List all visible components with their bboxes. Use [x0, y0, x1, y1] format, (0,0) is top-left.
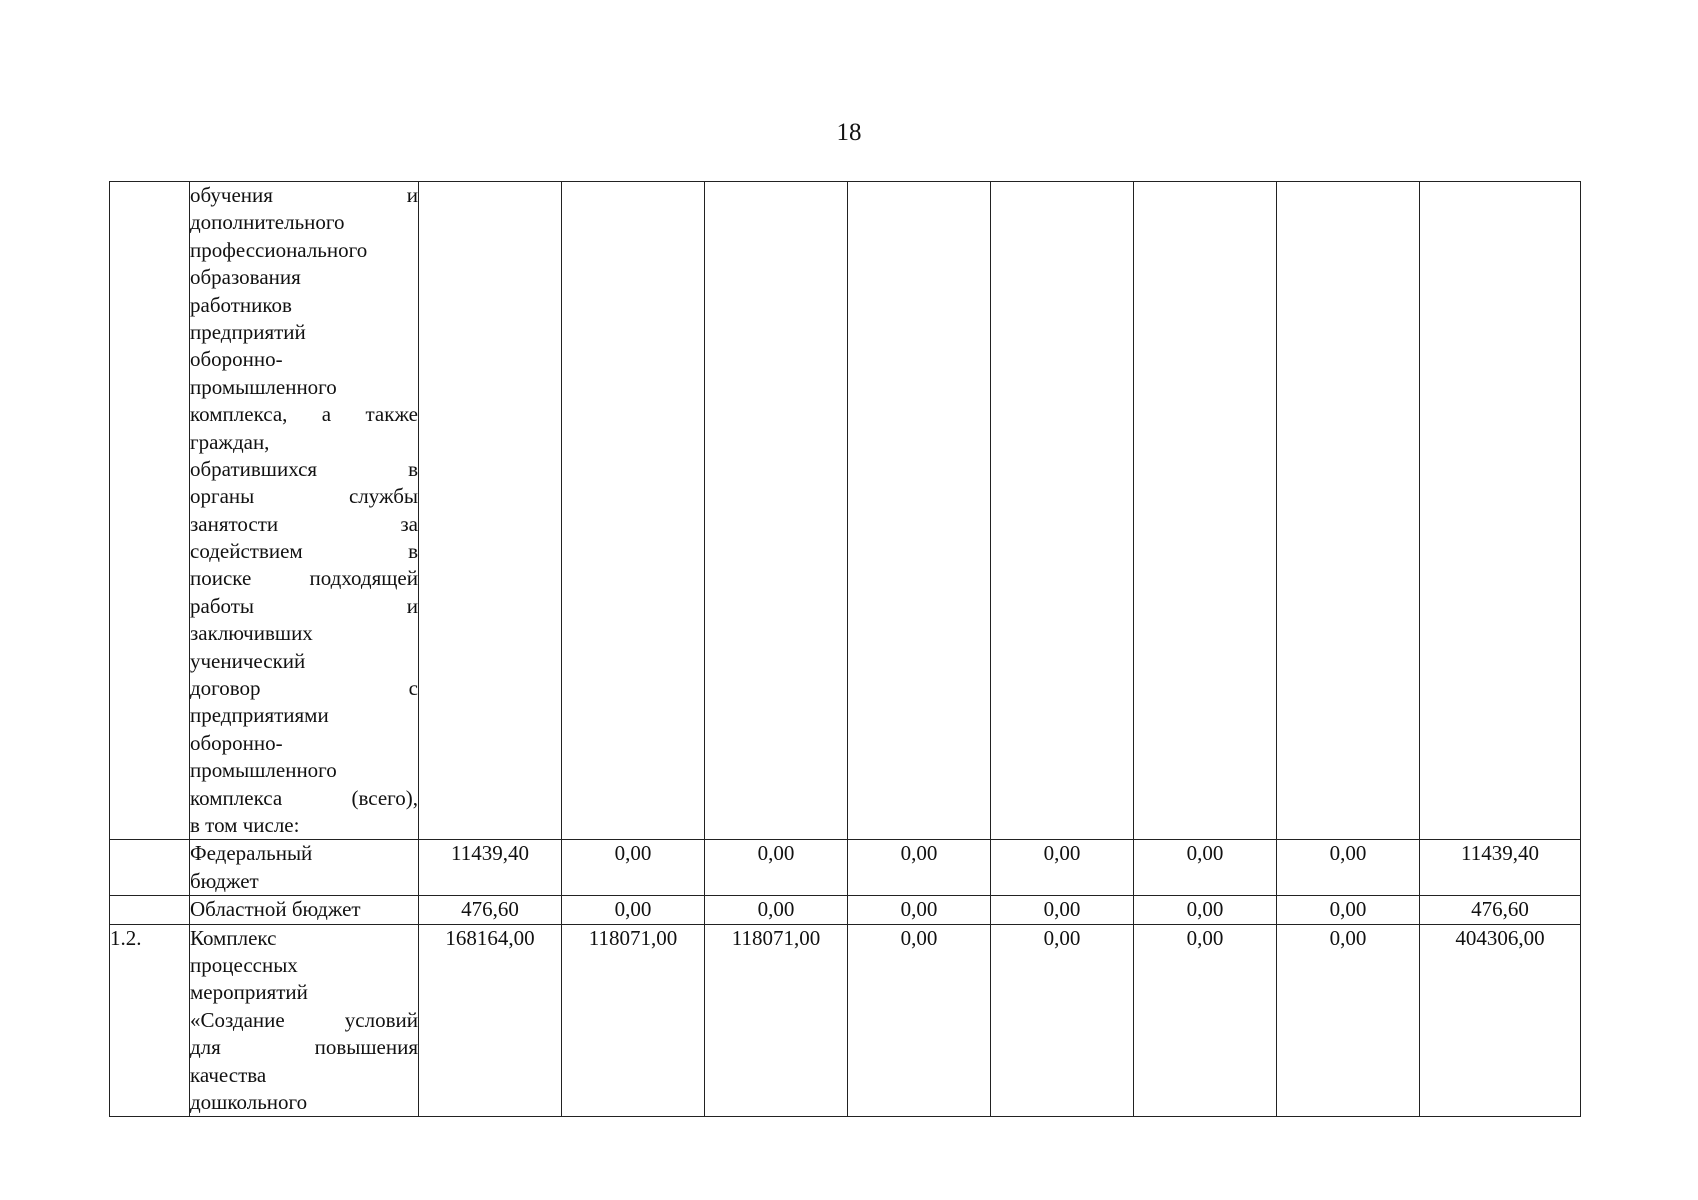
name-word: в [408, 539, 418, 564]
name-word: обратившихся [190, 456, 318, 481]
name-word: занятости [190, 511, 279, 536]
value-cell: 0,00 [705, 840, 848, 896]
name-line [190, 896, 418, 923]
name-word: в [408, 456, 418, 481]
name-line [190, 182, 418, 209]
name-word: также [365, 402, 418, 427]
row-name-cell [190, 840, 419, 896]
name-line [190, 346, 418, 373]
table-row [110, 840, 1581, 896]
value-cell: 0,00 [562, 840, 705, 896]
value-cell: 11439,40 [1420, 840, 1581, 896]
name-word: предприятиями [190, 703, 329, 728]
name-line [190, 538, 418, 565]
value-cell: 476,60 [1420, 896, 1581, 924]
value-cell: 404306,00 [1420, 924, 1581, 1117]
table-row [110, 182, 1581, 840]
name-word: службы [348, 484, 418, 509]
value-cell: 168164,00 [419, 924, 562, 1117]
name-word: Областной бюджет [190, 897, 361, 922]
name-word: подходящей [309, 566, 418, 591]
name-word: с [408, 676, 418, 701]
name-word: предприятий [190, 319, 306, 344]
value-cell [1277, 182, 1420, 840]
table-row [110, 924, 1581, 1117]
name-word: (всего), [351, 785, 418, 810]
value-cell: 0,00 [991, 896, 1134, 924]
name-word: образования [190, 265, 301, 290]
row-name-cell [190, 924, 419, 1117]
value-cell [991, 182, 1134, 840]
name-word: дошкольного [190, 1089, 308, 1114]
name-line [190, 292, 418, 319]
name-line [190, 979, 418, 1006]
name-word: повышения [314, 1035, 418, 1060]
value-cell [1134, 182, 1277, 840]
name-line [190, 648, 418, 675]
name-word: промышленного [190, 758, 337, 783]
name-line [190, 209, 418, 236]
name-word: Федеральный [190, 841, 313, 866]
value-cell: 11439,40 [419, 840, 562, 896]
name-word: органы [190, 484, 255, 509]
name-line [190, 483, 418, 510]
name-word: для [190, 1035, 221, 1060]
row-name-cell [190, 182, 419, 840]
value-cell: 0,00 [848, 896, 991, 924]
value-cell: 0,00 [1277, 896, 1420, 924]
name-word: работы [190, 593, 255, 618]
value-cell: 0,00 [705, 896, 848, 924]
row-number-cell [110, 924, 190, 1117]
row-number-cell [110, 896, 190, 924]
name-word: комплекса, [190, 402, 288, 427]
value-cell [419, 182, 562, 840]
name-line [190, 1007, 418, 1034]
value-cell [1420, 182, 1581, 840]
value-cell: 0,00 [991, 924, 1134, 1117]
name-word: качества [190, 1062, 267, 1087]
name-line [190, 374, 418, 401]
name-word: дополнительного [190, 210, 345, 235]
name-word: содействием [190, 539, 303, 564]
name-word: бюджет [190, 868, 259, 893]
value-cell: 0,00 [1134, 840, 1277, 896]
name-line [190, 868, 418, 895]
name-word: и [406, 183, 418, 207]
name-line [190, 237, 418, 264]
value-cell: 0,00 [991, 840, 1134, 896]
name-word: ученический [190, 648, 306, 673]
name-line [190, 757, 418, 784]
row-name-cell [190, 896, 419, 924]
name-word: оборонно- [190, 730, 283, 755]
name-word: граждан, [190, 429, 270, 454]
name-line [190, 593, 418, 620]
name-line [190, 730, 418, 757]
name-line [190, 785, 418, 812]
name-word: комплекса [190, 785, 283, 810]
name-word: за [400, 511, 418, 536]
name-line [190, 1089, 418, 1116]
value-cell: 0,00 [1277, 924, 1420, 1117]
name-line [190, 952, 418, 979]
table-row [110, 896, 1581, 924]
name-word: договор [190, 676, 261, 701]
row-number-cell [110, 182, 190, 840]
name-word: мероприятий [190, 980, 308, 1005]
name-line [190, 812, 418, 839]
value-cell: 0,00 [848, 924, 991, 1117]
name-word: в том числе: [190, 812, 300, 837]
name-word: а [321, 402, 332, 427]
name-line [190, 675, 418, 702]
value-cell: 118071,00 [705, 924, 848, 1117]
value-cell [705, 182, 848, 840]
name-word: обучения [190, 183, 273, 207]
name-word: и [406, 593, 418, 618]
value-cell: 0,00 [562, 896, 705, 924]
value-cell [562, 182, 705, 840]
name-line [190, 511, 418, 538]
value-cell: 118071,00 [562, 924, 705, 1117]
name-word: работников [190, 292, 292, 317]
name-word: поиске [190, 566, 252, 591]
name-line [190, 319, 418, 346]
value-cell: 0,00 [1134, 896, 1277, 924]
budget-table [109, 181, 1581, 1117]
name-line [190, 456, 418, 483]
name-line [190, 429, 418, 456]
value-cell: 0,00 [1277, 840, 1420, 896]
name-word: процессных [190, 952, 298, 977]
name-line [190, 925, 418, 952]
row-number-cell [110, 840, 190, 896]
name-line [190, 840, 418, 867]
name-line [190, 565, 418, 592]
name-word: Комплекс [190, 925, 277, 950]
row-number: 1.2. [110, 925, 142, 950]
name-word: «Создание [190, 1007, 285, 1032]
name-line [190, 264, 418, 291]
value-cell: 476,60 [419, 896, 562, 924]
value-cell: 0,00 [1134, 924, 1277, 1117]
value-cell: 0,00 [848, 840, 991, 896]
name-word: заключивших [190, 621, 313, 646]
name-line [190, 702, 418, 729]
name-word: профессионального [190, 237, 368, 262]
name-line [190, 1062, 418, 1089]
value-cell [848, 182, 991, 840]
name-word: оборонно- [190, 347, 283, 372]
name-line [190, 401, 418, 428]
name-line [190, 1034, 418, 1061]
name-line [190, 620, 418, 647]
page-number: 18 [836, 119, 862, 146]
name-word: условий [344, 1007, 418, 1032]
name-word: промышленного [190, 374, 337, 399]
